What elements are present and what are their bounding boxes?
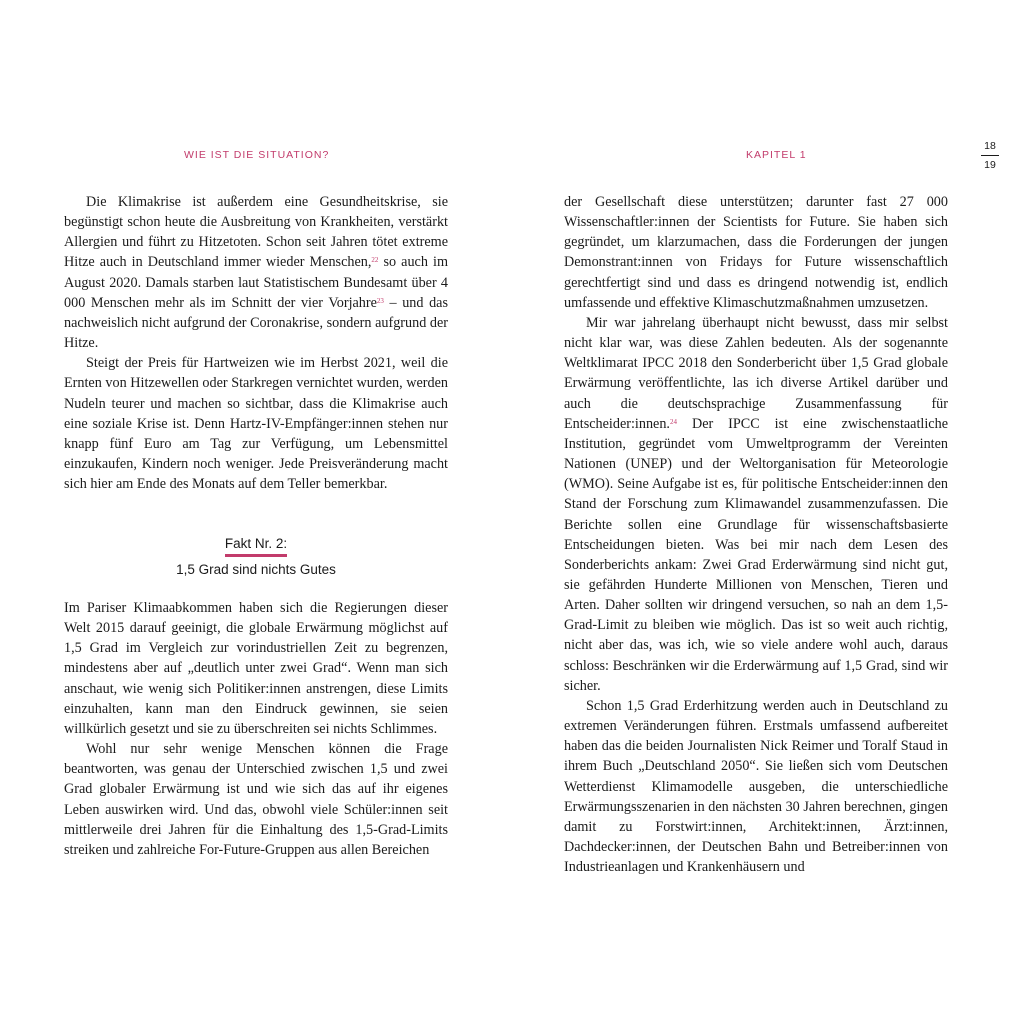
paragraph: Mir war jahrelang überhaupt nicht bewusst, dass mir selbst nicht klar war, was diese Zahlen bedeuten. Als der sogenannte Weltklimarat IPCC 2018 den Sonderbericht über 1,5 Grad globale Erwärmung veröffentlichte, las ich diverse Artikel darüber und auch die deutschsprachige Zusammenfassung für Entscheider:innen.$^{24}$ Der IPCC ist eine zwischenstaatliche Institution, gegründet vom Umweltprogramm der Vereinten Nationen (UNEP) und der Weltorganisation für Meteorologie (WMO). Seine Aufgabe ist es, für politische Entscheider:innen den Stand der Forschung zum Klimawandel zusammenzufassen. Die Berichte sollen eine Grundlage für wissenschaftsbasierte Entscheidungen bieten. Was bei mir nach dem Lesen des Sonderberichts ankam: Zwei Grad Erderwärmung sind nicht gut, sie gefährden Hunderte Millionen von Menschen, Tieren und Arten. Daher sollten wir dringend versuchen, so nah an dem 1,5-Grad-Limit zu bleiben wie möglich. Das ist so weit auch richtig, nicht aber das, was ich, wie so viele andere wohl auch, daraus schloss: Beschränken wir die Erderwärmung auf 1,5 Grad, sind wir sicher.	[564, 314, 948, 694]
page-number-left: 18	[984, 140, 996, 152]
folio-divider	[981, 155, 999, 156]
running-head-left: WIE IST DIE SITUATION?	[184, 149, 330, 161]
footnote-ref-24[interactable]: 24	[669, 417, 677, 426]
running-head-right: KAPITEL 1	[746, 149, 807, 161]
paragraph: Im Pariser Klimaabkommen haben sich die Regierungen dieser Welt 2015 darauf geeinigt, die globale Erwärmung möglichst auf 1,5 Grad im Vergleich zur vorindustriellen Zeit zu begrenzen, mindestens aber auf „deutlich unter zwei Grad“. Wenn man sich anschaut, wie wenig sich Politiker:innen anstrengen, diese Limits einzuhalten, kann man den Eindruck gewinnen, sie seien willkürlich gesetzt und sie zu überschreiten sei nichts Schlimmes.	[64, 600, 448, 737]
right-page	[512, 0, 1024, 1024]
footnote-ref-22[interactable]: 22	[371, 256, 379, 265]
fact-heading	[64, 534, 448, 580]
footnote-ref-23[interactable]: 23	[376, 296, 384, 305]
fact-label: Fakt Nr. 2:	[225, 534, 287, 557]
page-number-right: 19	[984, 159, 996, 171]
left-text-block-top	[64, 192, 448, 494]
right-text-block	[564, 192, 948, 877]
left-text-block-bottom	[64, 598, 448, 860]
paragraph: der Gesellschaft diese unterstützen; darunter fast 27 000 Wissenschaftler:innen der Scientists for Future. Sie haben sich gegründet, um klarzumachen, dass die Forderungen der jungen Demonstrant:innen von Fridays for Future wissenschaftlich gerechtfertigt sind und dass es dringend notwendig ist, endlich umfassende und effektive Klimaschutzmaßnahmen umzusetzen.	[564, 194, 948, 311]
paragraph: Steigt der Preis für Hartweizen wie im Herbst 2021, weil die Ernten von Hitzewellen oder Starkregen vernichtet wurden, werden Nudeln teurer und machen so sichtbar, dass die Klimakrise auch eine soziale Krise ist. Denn Hartz-IV-Empfänger:innen stehen nur knapp fünf Euro am Tag zur Verfügung, um Lebensmittel einzukaufen, Kindern noch weniger. Jede Preisveränderung macht sich hier am Ende des Monats auf dem Teller bemerkbar.	[64, 355, 448, 493]
page-numbers	[979, 138, 1001, 173]
paragraph: Die Klimakrise ist außerdem eine Gesundheitskrise, sie begünstigt schon heute die Ausbreitung von Krankheiten, verstärkt Allergien und führt zu Hitzetoten. Schon seit Jahren tötet extreme Hitze auch in Deutschland immer wieder Menschen,$^{22}$ so auch im August 2020. Damals starben laut Statistischem Bundesamt über 4 000 Menschen mehr als im Schnitt der vier Vorjahre$^{23}$ – und das nachweislich nicht aufgrund der Coronakrise, sondern aufgrund der Hitze.	[64, 194, 449, 352]
paragraph: Schon 1,5 Grad Erderhitzung werden auch in Deutschland zu extremen Veränderungen führen. Erstmals umfassend aufbereitet haben das die beiden Journalisten Nick Reimer und Toralf Staud in ihrem Buch „Deutschland 2050“. Sie ließen sich vom Deutschen Wetterdienst Klimamodelle ausgeben, die unterschiedliche Erwärmungsszenarien in den nächsten 30 Jahren berechnen, gingen damit zu Forstwirt:innen, Architekt:innen, Ärzt:innen, Dachdecker:innen, der Deutschen Bahn und Betreiber:innen von Industrieanlagen und Krankenhäusern und	[564, 697, 948, 876]
fact-title: 1,5 Grad sind nichts Gutes	[176, 562, 336, 577]
paragraph: Wohl nur sehr wenige Menschen können die Frage beantworten, was genau der Unterschied zwischen 1,5 und zwei Grad globaler Erwärmung ist und wie sich das auf ihr eigenes Leben auswirken wird. Und das, obwohl viele Schüler:innen seit mittlerweile drei Jahren für die Einhaltung des 1,5-Grad-Limits streiken und zahlreiche For-Future-Gruppen aus allen Bereichen	[64, 741, 448, 858]
